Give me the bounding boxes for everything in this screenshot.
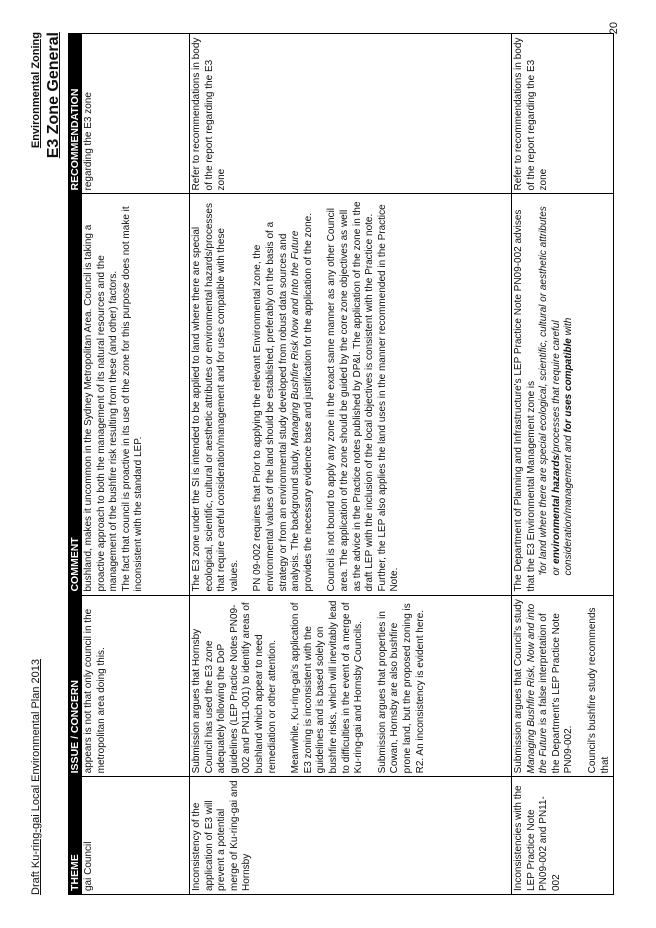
issue-text: is a false interpretation of the Department's LEP Practice Note PN09-002. bbox=[538, 613, 575, 774]
quote-text: 'for land where there are special ecological, scientific, cultural or aesthetic attributes or bbox=[538, 206, 562, 576]
table-row bbox=[512, 34, 614, 895]
comment-paragraph: bushland, makes it uncommon in the Sydney Metropolitan Area. Council is taking a proactive approach to both the management of its natural resources and the management of the bushfire risk resulting from these (and other) factors. bbox=[83, 224, 120, 592]
issue-cell bbox=[190, 595, 512, 777]
issue-paragraph: appears is not that only council in the metropolitan area doing this. bbox=[83, 608, 107, 774]
page-number: 20 bbox=[608, 22, 620, 35]
issue-text: Submission argues that Council's study bbox=[513, 599, 524, 774]
column-header-recommendation: RECOMMENDATION bbox=[69, 34, 82, 194]
quoted-definition bbox=[538, 197, 576, 591]
submissions-table bbox=[68, 33, 614, 895]
comment-cell bbox=[82, 194, 190, 595]
issue-paragraph bbox=[513, 599, 576, 774]
comment-cell bbox=[512, 194, 614, 595]
recommendation-cell: regarding the E3 zone bbox=[82, 34, 190, 194]
comment-paragraph bbox=[252, 197, 315, 591]
study-title: Managing Bushfire Risk Now and Into the Future bbox=[290, 230, 302, 447]
issue-paragraph: Meanwhile, Ku-ring-gai's application of E3 zoning is inconsistent with the guidelines and is based solely on bushfire risks, which will inevitably lead to difficulties in the event of a merge of Ku-ring-gai and Hornsby Councils. bbox=[290, 600, 365, 774]
quote-text: with bbox=[563, 317, 575, 336]
issue-paragraph: Council's bushfire study recommends that bbox=[586, 607, 611, 774]
theme-cell: Inconsistency of the application of E3 will prevent a potential merge of Ku-ring-gai and Hornsby bbox=[190, 777, 512, 895]
recommendation-cell: Refer to recommendations in body of the report regarding the E3 zone bbox=[190, 34, 512, 194]
issue-cell bbox=[512, 595, 614, 777]
column-header-theme: THEME bbox=[69, 777, 82, 895]
comment-paragraph: The fact that council is proactive in its use of the zone for this purpose does not make it inconsistent with the standard LEP. bbox=[120, 206, 145, 592]
subsection-title: E3 Zone General bbox=[45, 32, 62, 159]
quote-emphasis: environmental hazards bbox=[550, 454, 562, 564]
issue-paragraph: Submission argues that Hornsby Council has used the E3 zone adequately following the DoP guidelines (LEP Practice Notes PN09-002 and PN11-001) to identify areas of bushland which appear to need remediation or other attention. bbox=[191, 602, 278, 774]
column-header-comment: COMMENT bbox=[69, 194, 82, 595]
quote-text: /processes that require careful consideration/management and bbox=[550, 320, 575, 576]
issue-paragraph: Submission argues that properties in Cowan, Hornsby are also bushfire prone land, but the proposed zoning is R2. An inconsistency is evident here. bbox=[376, 603, 426, 774]
document-title: Draft Ku-ring-gai Local Environmental Plan 2013 bbox=[30, 658, 42, 895]
comment-paragraph: The Department of Planning and Infrastructure's LEP Practice Note PN09-002 advises that the E3 Environmental Management zone is bbox=[513, 209, 537, 592]
column-header-issue: ISSUE / CONCERN bbox=[69, 595, 82, 777]
issue-cell bbox=[82, 595, 190, 777]
recommendation-cell: Refer to recommendations in body of the report regarding the E3 zone bbox=[512, 34, 614, 194]
table-row bbox=[82, 34, 190, 895]
quote-emphasis: for uses compatible bbox=[563, 338, 575, 433]
theme-cell: gai Council bbox=[82, 777, 190, 895]
comment-paragraph: The E3 zone under the SI is intended to be applied to land where there are special ecological, scientific, cultural or aesthetic attributes or environmental hazards/processes that require careful consideration/management and for uses compatible with these values. bbox=[191, 203, 240, 592]
theme-cell: Inconsistencies with the LEP Practice Note PN09-002 and PN11-002 bbox=[512, 777, 614, 895]
study-title: Managing Bushfire Risk, Now and into the Future bbox=[525, 603, 550, 774]
comment-text: provides the necessary evidence base and justification for the application of the zone. bbox=[302, 212, 314, 592]
comment-text: PN 09-002 requires that Prior to applying the relevant Environmental zone, the environmental values of the land should be established, preferably on the basis of a strategy or from an environmental study developed from robust data sources and analysis. The background study, bbox=[252, 221, 302, 592]
table-row bbox=[190, 34, 512, 895]
table-header-row bbox=[69, 34, 82, 895]
comment-paragraph: Council is not bound to apply any zone in the exact same manner as any other Council area. The application of the zone should be guided by the core zone objectives as well as the advice in the Practice notes published by DP&I. The application of the zone in the draft LEP with the inclusion of the local objectives is consistent with the Practice note. Further, the LEP also applies the land uses in the manner recommended in the Practice Note. bbox=[326, 201, 401, 592]
comment-cell bbox=[190, 194, 512, 595]
section-title: Environmental Zoning bbox=[30, 32, 42, 149]
